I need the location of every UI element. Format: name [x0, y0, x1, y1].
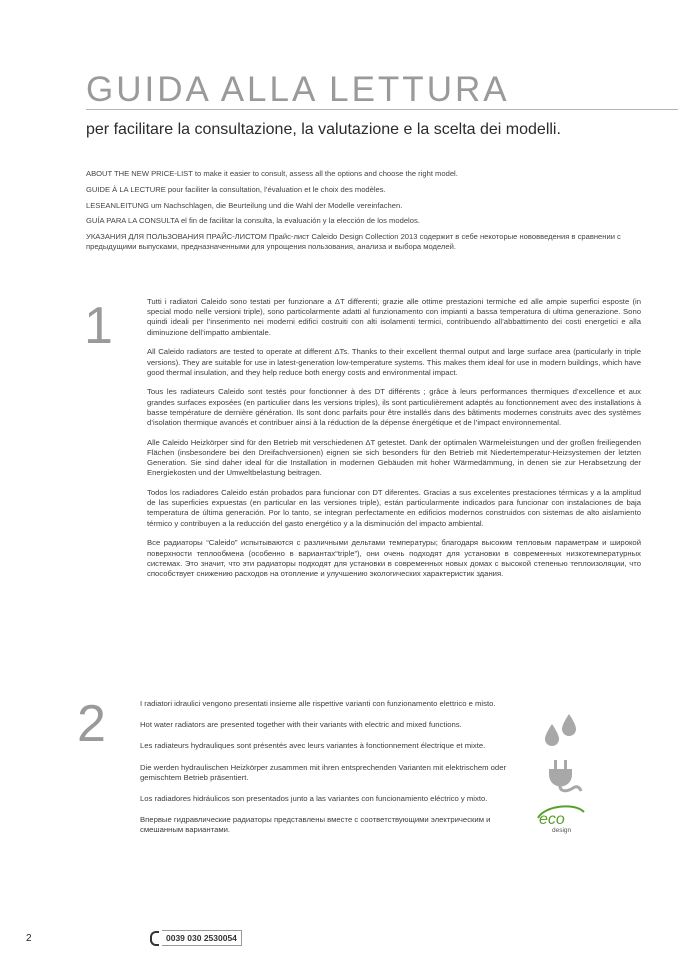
section-1-paragraph-es: Todos los radiadores Caleido están probados para funcionar con DT diferentes. Gracias a sus excelentes prestaciones térmicas y a la amplitud de las superficies expuestas (en particular en las versiones triple), están particularmente indicados para funcionar con instalaciones de baja temperatura de última generación. Por lo tanto, se integran perfectamente en edificios modernos construidos con sistemas de alto aislamiento térmico y contribuyen a la reducción del gasto energético y a la disminución del impacto ambiental.: [147, 488, 641, 528]
intro-line-fr: GUIDE À LA LECTURE pour faciliter la consultation, l’évaluation et le choix des modèles.: [86, 184, 386, 194]
section-2-paragraph-it: I radiatori idraulici vengono presentati insieme alle rispettive varianti con funzionamento elettrico e misto.: [140, 699, 496, 708]
phone-icon: [150, 931, 159, 946]
page-subtitle: per facilitare la consultazione, la valutazione e la scelta dei modelli.: [86, 121, 561, 138]
section-number-1: 1: [84, 297, 113, 355]
title-divider: [86, 109, 678, 110]
section-2-paragraph-es: Los radiadores hidráulicos son presentados junto a las variantes con funcionamiento eléctrico y mixto.: [140, 794, 488, 804]
page-number: 2: [26, 933, 32, 944]
phone-number: 0039 030 2530054: [162, 930, 242, 946]
water-drops-icon: [542, 712, 582, 752]
section-1-paragraph-fr: Tous les radiateurs Caleido sont testés pour fonctionner à des DT différents ; grâce à leurs performances thermiques d’excellence et aux grandes surfaces exposées (en particulier dans les versions triples), ils sont particulièrement adaptés au fonctionnement avec des installations à basse température de dernière génération. Ils sont donc parfaits pour être installés dans des bâtiments modernes construits avec des systèmes d’isolation thermique avancés et contribuer ainsi à la réduction de la dépense énergétique et de l’impact environnemental.: [147, 387, 641, 428]
intro-line-en: ABOUT THE NEW PRICE-LIST to make it easier to consult, assess all the options and choose the right model.: [86, 169, 458, 178]
section-1-paragraph-ru: Все радиаторы “Caleido” испытываются с различными дельтами температуры; благодаря высоким тепловым параметрам и широкой поверхности теплообмена (особенно в вариантах“triple”), они очень подходят для установки в современных низкотемпературных системах. Это значит, что эти радиаторы подходят для установки в современных новых домах с высокой степенью теплоизоляции, что способствует снижению расходов на отопление и улучшению экологических характеристик здания.: [147, 538, 641, 578]
section-1-text: [147, 297, 641, 589]
section-2-paragraph-de: Die werden hydraulischen Heizkörper zusammen mit ihren entsprechenden Varianten mit elektrischem oder gemischtem Betrieb präsentiert.: [140, 762, 507, 782]
page-title: GUIDA ALLA LETTURA: [86, 70, 510, 109]
eco-design-logo: [534, 804, 590, 834]
electric-plug-icon: [543, 758, 583, 796]
svg-text:design: design: [552, 827, 572, 834]
intro-line-de: LESEANLEITUNG um Nachschlagen, die Beurteilung und die Wahl der Modelle vereinfachen.: [86, 200, 403, 210]
section-1-paragraph-en: All Caleido radiators are tested to operate at different ΔTs. Thanks to their excellent thermal output and large surface area (particularly in triple versions). They are suitable for use in latest-generation low-temperature systems. This makes them ideal for use in modern buildings, which have good thermal insulation, and they help reduce both energy costs and environmental impact.: [147, 347, 641, 377]
section-1-paragraph-it: Tutti i radiatori Caleido sono testati per funzionare a ΔT differenti; grazie alle ottime prestazioni termiche ed alle ampie superfici esposte (in special modo nelle versioni triple), sono particolarmente adatti al funzionamento con impianti a bassa temperatura di ultima generazione. Sono quindi ideali per l’inserimento nei moderni edifici costruiti con alti isolamenti termici, contribuendo all’abbattimento dei costi energetici e alla diminuzione dell’impatto ambientale.: [147, 297, 641, 337]
section-2-paragraph-ru: Впервые гидравлические радиаторы представлены вместе с соответствующими электрическим и смешанным вариантами.: [140, 815, 491, 835]
section-2-paragraph-fr: Les radiateurs hydrauliques sont présentés avec leurs variantes à fonctionnement électrique et mixte.: [140, 741, 486, 751]
section-2-text: [140, 699, 530, 847]
intro-translations: [86, 166, 646, 252]
section-number-2: 2: [77, 695, 106, 753]
svg-text:eco: eco: [539, 811, 565, 828]
intro-line-es: GUÍA PARA LA CONSULTA el fin de facilitar la consulta, la evaluación y la elección de los modelos.: [86, 216, 420, 226]
intro-line-ru: УКАЗАНИЯ ДЛЯ ПОЛЬЗОВАНИЯ ПРАЙС-ЛИСТОМ Прайс-лист Caleido Design Collection 2013 содержит в себе некоторые нововведения в сравнении с предыдущими выпусками, предназначенными для упрощения пользования, анализа и выбора моделей.: [86, 232, 621, 252]
phone-contact: [150, 930, 242, 946]
section-2-paragraph-en: Hot water radiators are presented together with their variants with electric and mixed functions.: [140, 720, 462, 730]
section-1-paragraph-de: Alle Caleido Heizkörper sind für den Betrieb mit verschiedenen ΔT getestet. Dank der optimalen Wärmeleistungen und der großen freiliegenden Flächen (insbesondere bei den Dreifachversionen) eignen sie sich besonders für den Betrieb mit Niedertemperatur-Heizsystemen der letzten Generation. Sie sind daher ideal für die Installation in modernen Gebäuden mit hoher Wärmedämmung, in denen sie zur Herabsetzung der Energiekosten und der Umweltbelastung beitragen.: [147, 437, 641, 478]
